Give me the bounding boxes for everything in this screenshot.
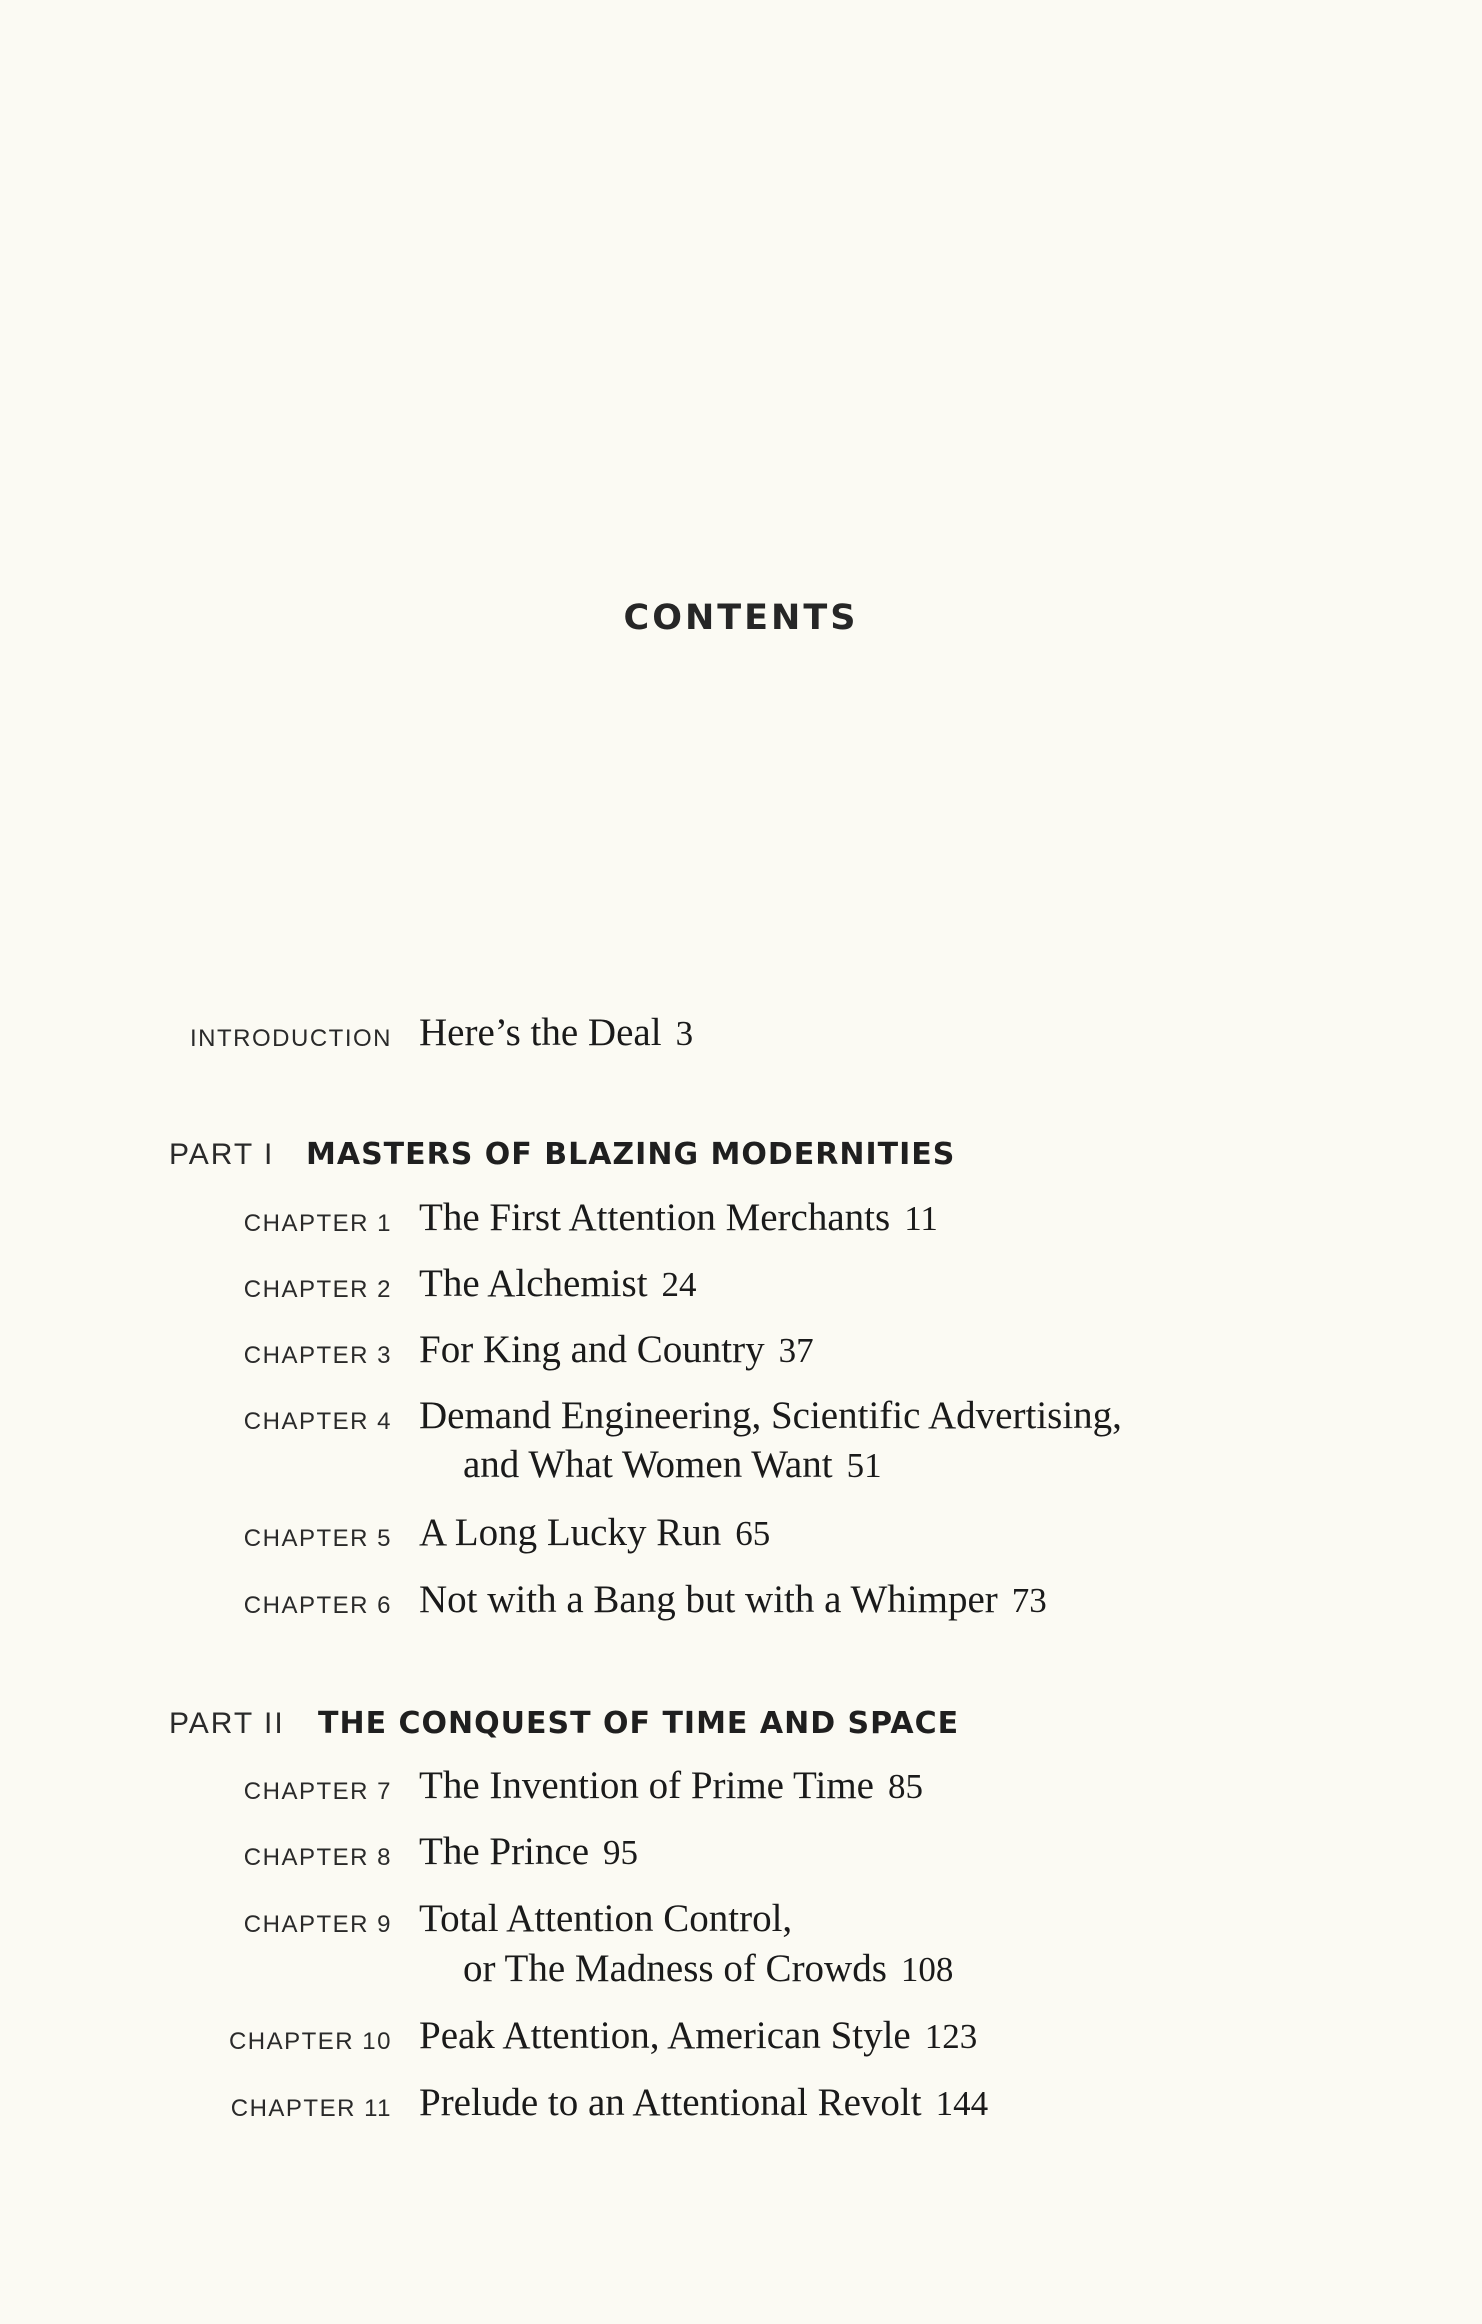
page-number: 123	[924, 2017, 978, 2056]
entry-title: The Invention of Prime Time 85	[419, 1764, 923, 1807]
entry-title-continued: and What Women Want 51	[463, 1443, 882, 1486]
toc-entry-chapter-7[interactable]	[0, 1756, 1482, 1816]
entry-label: CHAPTER 2	[243, 1276, 392, 1303]
page-number: 51	[846, 1446, 882, 1485]
entry-label: CHAPTER 10	[228, 2028, 392, 2055]
toc-entry-chapter-8[interactable]	[0, 1822, 1482, 1882]
page-number: 95	[603, 1833, 639, 1872]
entry-label: CHAPTER 9	[243, 1911, 392, 1938]
part-heading-2[interactable]	[0, 1691, 1482, 1751]
entry-title: Not with a Bang but with a Whimper 73	[419, 1578, 1047, 1621]
toc-entry-chapter-3[interactable]	[0, 1320, 1482, 1380]
page-number: 108	[900, 1950, 954, 1989]
part-label: PART II	[169, 1707, 285, 1740]
entry-title: The Alchemist 24	[419, 1262, 697, 1305]
entry-label: CHAPTER 8	[243, 1844, 392, 1871]
entry-title: The Prince 95	[419, 1830, 639, 1873]
page-number: 73	[1011, 1581, 1047, 1620]
page-number: 11	[904, 1199, 938, 1238]
entry-title: Prelude to an Attentional Revolt 144	[419, 2081, 989, 2124]
toc-entry-chapter-4-continued[interactable]	[0, 1435, 1482, 1495]
entry-title: The First Attention Merchants 11	[419, 1196, 938, 1239]
entry-label: INTRODUCTION	[190, 1025, 392, 1052]
entry-label: CHAPTER 3	[243, 1342, 392, 1369]
entry-title: Total Attention Control,	[419, 1897, 793, 1940]
toc-entry-chapter-1[interactable]	[0, 1188, 1482, 1248]
toc-entry-chapter-10[interactable]	[0, 2006, 1482, 2066]
toc-entry-chapter-11[interactable]	[0, 2073, 1482, 2133]
toc-entry-chapter-6[interactable]	[0, 1570, 1482, 1630]
entry-label: CHAPTER 7	[243, 1778, 392, 1805]
toc-entry-introduction[interactable]	[0, 1003, 1482, 1063]
page-number: 24	[661, 1265, 697, 1304]
entry-title: Here’s the Deal 3	[419, 1011, 694, 1054]
entry-title: For King and Country 37	[419, 1328, 814, 1371]
entry-label: CHAPTER 5	[243, 1525, 392, 1552]
entry-title: Demand Engineering, Scientific Advertising,	[419, 1394, 1122, 1437]
toc-entry-chapter-5[interactable]	[0, 1503, 1482, 1563]
part-title: MASTERS OF BLAZING MODERNITIES	[306, 1137, 956, 1172]
toc-entry-chapter-9-continued[interactable]	[0, 1939, 1482, 1999]
part-heading-1[interactable]	[0, 1122, 1482, 1182]
entry-label: CHAPTER 11	[230, 2095, 392, 2122]
entry-title: A Long Lucky Run 65	[419, 1511, 771, 1554]
page-number: 85	[887, 1767, 923, 1806]
page-title: CONTENTS	[623, 598, 859, 638]
entry-title: Peak Attention, American Style 123	[419, 2014, 978, 2057]
entry-label: CHAPTER 4	[243, 1408, 392, 1435]
part-title: THE CONQUEST OF TIME AND SPACE	[318, 1706, 960, 1741]
entry-title-continued: or The Madness of Crowds 108	[463, 1947, 954, 1990]
page-number: 65	[735, 1514, 771, 1553]
part-label: PART I	[169, 1138, 275, 1171]
entry-label: CHAPTER 1	[243, 1210, 392, 1237]
toc-entry-chapter-2[interactable]	[0, 1254, 1482, 1314]
page-number: 3	[675, 1014, 694, 1053]
page-number: 144	[935, 2084, 989, 2123]
entry-label: CHAPTER 6	[243, 1592, 392, 1619]
page-number: 37	[778, 1331, 814, 1370]
